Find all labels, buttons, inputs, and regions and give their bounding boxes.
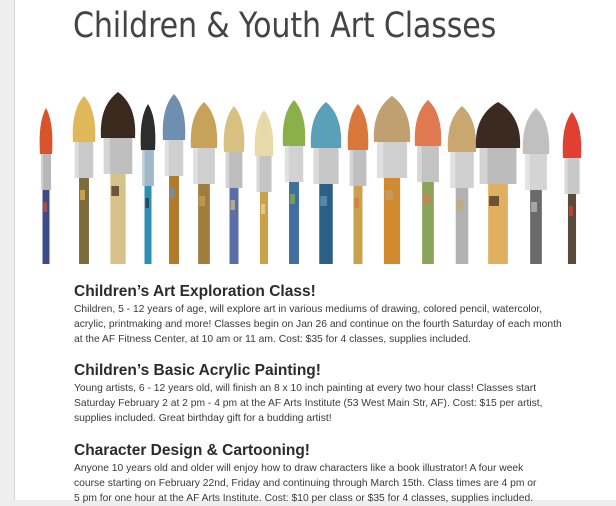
paint-spot [170, 188, 175, 198]
brush-bristles [374, 96, 410, 142]
section-heading: Children’s Basic Acrylic Painting! [74, 362, 321, 379]
body-line: at the AF Fitness Center, at 10 am or 11 am. Cost: $35 for 4 classes, supplies included. [74, 334, 472, 345]
body-line: supplies included. Great birthday gift for a budding artist! [74, 413, 332, 424]
paint-spot [80, 190, 85, 200]
paint-spot [355, 198, 360, 208]
section-body [74, 302, 594, 347]
brush-bristles [73, 96, 96, 142]
brush-bristles [255, 110, 274, 156]
section-art-exploration [74, 282, 594, 347]
ferrule-shine [41, 154, 43, 190]
section-acrylic-painting [74, 361, 594, 426]
paint-spot [423, 194, 429, 204]
section-cartooning [74, 441, 594, 506]
paint-spot [569, 206, 573, 216]
paintbrushes-image [32, 86, 616, 264]
brush-handle [43, 190, 50, 264]
ferrule-shine [313, 148, 318, 184]
paint-spot [199, 196, 205, 206]
section-body [74, 461, 594, 506]
ferrule-shine [350, 150, 354, 186]
paint-spot [290, 194, 295, 204]
ferrule-shine [256, 156, 259, 192]
body-line: Young artists, 6 - 12 years old, will finish an 8 x 10 inch painting at every two hour class! Classes start [74, 383, 537, 394]
page-content [14, 0, 616, 504]
paint-spot [44, 202, 48, 212]
ferrule-shine [450, 152, 455, 188]
brush-handle [456, 188, 469, 264]
paint-spot [457, 200, 463, 210]
brush-bristles [563, 112, 582, 158]
body-line: Children, 5 - 12 years of age, will explore art in various mediums of drawing, colored pencil, watercolor, [74, 304, 543, 315]
ferrule-shine [285, 146, 289, 182]
ferrule-shine [165, 140, 169, 176]
page-title: Children & Youth Art Classes [73, 6, 497, 46]
brush-bristles [141, 104, 156, 150]
body-line: Anyone 10 years old and older will enjoy how to draw characters like a book illustrator! A four week [74, 463, 524, 474]
section-heading: Children’s Art Exploration Class! [74, 283, 316, 300]
paint-spot [231, 200, 236, 210]
brush-bristles [40, 108, 53, 154]
body-line: 5 pm for one hour at the AF Arts Institute. Cost: $10 per class or $35 for 4 classes, supplies included. [74, 493, 534, 504]
ferrule-shine [417, 146, 422, 182]
paint-spot [111, 186, 119, 196]
brush-bristles [191, 102, 217, 148]
body-line: course starting on February 22nd, Friday and continuing through March 15th. Class times are 4 pm or [74, 478, 537, 489]
brush-bristles [163, 94, 186, 140]
section-heading: Character Design & Cartooning! [74, 442, 310, 459]
paint-spot [489, 196, 499, 206]
brush-handle [530, 190, 542, 264]
paint-spot [261, 204, 265, 214]
paint-spot [531, 202, 537, 212]
section-body [74, 381, 594, 426]
ferrule-shine [377, 142, 383, 178]
ferrule-shine [193, 148, 198, 184]
brush-handle [568, 194, 576, 264]
brush-bristles [348, 104, 369, 150]
brush-handle [260, 192, 268, 264]
paint-spot [146, 198, 150, 208]
brush-bristles [101, 92, 135, 138]
brush-bristles [224, 106, 245, 152]
paint-spot [385, 190, 393, 200]
brush-handle [145, 186, 152, 264]
paintbrushes-illustration [32, 86, 616, 264]
brush-bristles [523, 108, 549, 154]
brush-bristles [311, 102, 341, 148]
ferrule-shine [525, 154, 530, 190]
ferrule-shine [75, 142, 79, 178]
ferrule-shine [564, 158, 567, 194]
ferrule-shine [226, 152, 230, 188]
body-line: Saturday February 2 at 2 pm - 4 pm at the AF Arts Institute (53 West Main Str, AF). Cost: $15 per artist, [74, 398, 543, 409]
ferrule-shine [104, 138, 110, 174]
brush-bristles [476, 102, 520, 148]
ferrule-shine [142, 150, 145, 186]
ferrule-shine [480, 148, 488, 184]
brush-bristles [283, 100, 306, 146]
paint-spot [320, 196, 327, 206]
brush-bristles [415, 100, 441, 146]
brush-handle [230, 188, 239, 264]
body-line: acrylic, printmaking and more! Classes begin on Jan 26 and continue on the fourth Saturday of each month [74, 319, 562, 330]
brush-bristles [448, 106, 476, 152]
brush-handle [354, 186, 363, 264]
